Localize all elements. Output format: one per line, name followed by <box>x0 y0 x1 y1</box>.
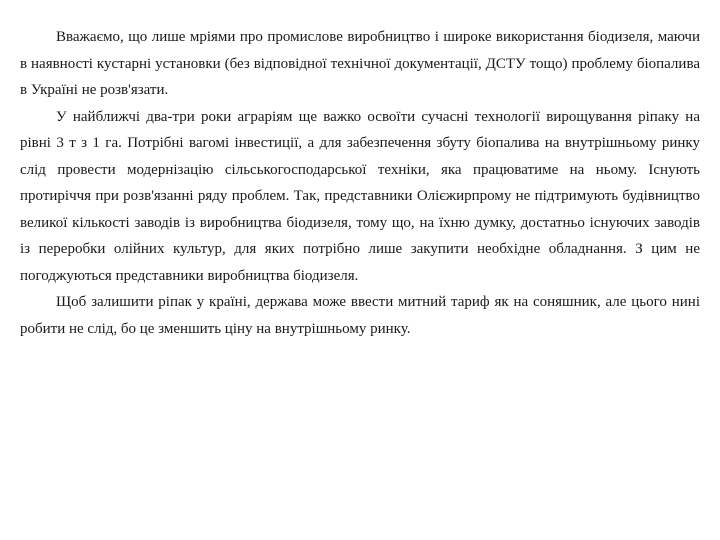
paragraph-1: Вважаємо, що лише мріями про промислове виробництво і широке використання біодизеля, маючи в наявності кустарні установки (без відповідної технічної документації, ДСТУ тощо) проблему біопалива в Україні не розв'язати. <box>20 29 700 98</box>
paragraph-3: Щоб залишити ріпак у країні, держава може ввести митний тариф як на соняшник, але цього нині робити не слід, бо це зменшить ціну на внутрішньому ринку. <box>20 294 700 337</box>
paragraph-2: У найближчі два-три роки аграріям ще важко освоїти сучасні технології вирощування ріпаку на рівні 3 т з 1 га. Потрібні вагомі інвестиції, а для забезпечення збуту біопалива на внутрішньому ринку слід провести модернізацію сільськогосподарської техніки, яка працюватиме на ньому. Існують протиріччя при розв'язанні ряду проблем. Так, представники Олієжирпрому не підтримують будівництво великої кількості заводів із виробництва біодизеля, тому що, на їхню думку, достатньо існуючих заводів із переробки олійних культур, для яких потрібно лише закупити необхідне обладнання. З цим не погоджуються представники виробництва біодизеля. <box>20 108 700 284</box>
document-body <box>20 24 700 342</box>
